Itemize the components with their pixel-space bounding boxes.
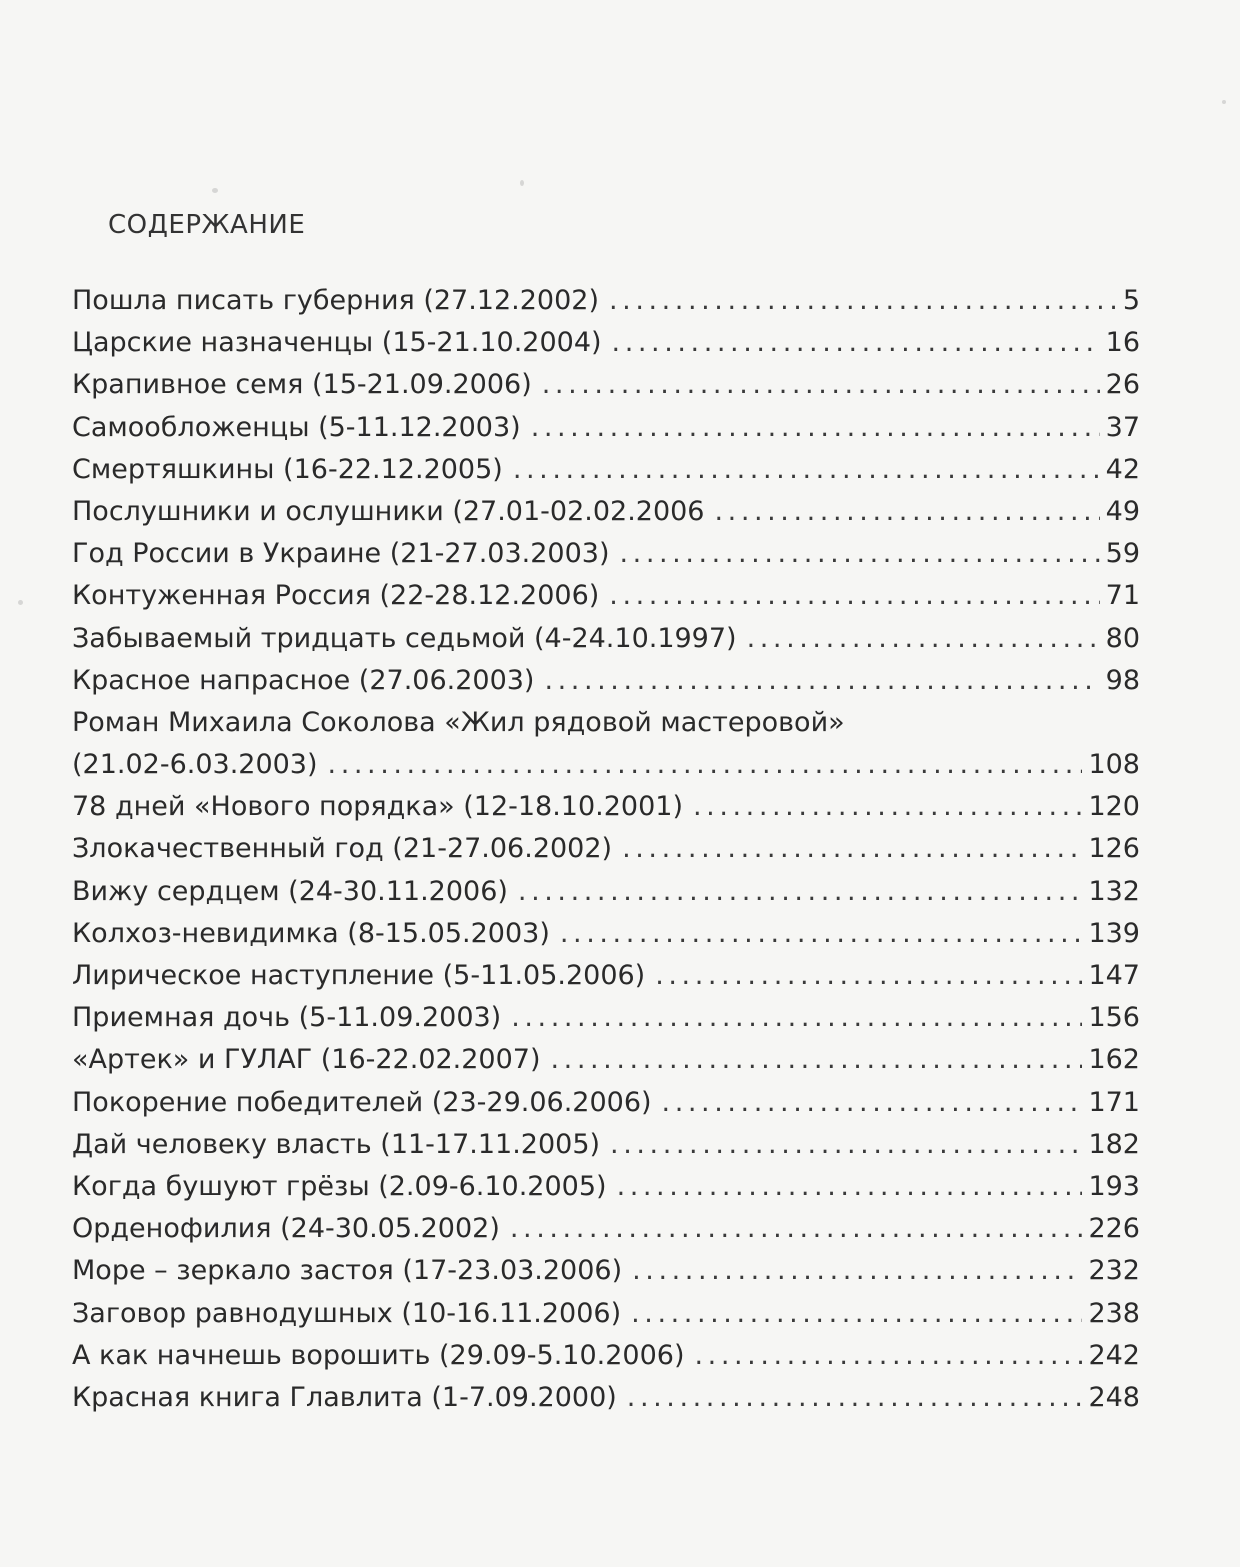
toc-entry-title: Забываемый тридцать седьмой (4-24.10.1997) [72,622,737,654]
toc-entry-page: 80 [1105,622,1140,654]
toc-entry-page: 132 [1088,875,1140,907]
toc-entry [72,1335,1140,1377]
toc-entry-page: 139 [1088,917,1140,949]
toc-entry-title: (21.02-6.03.2003) [72,749,318,781]
toc-entry [72,1082,1140,1124]
toc-entry [72,786,1140,828]
toc-entry [72,407,1140,449]
dot-leader [609,575,1099,617]
toc-entry-title: Лирическое наступление (5-11.05.2006) [72,960,646,991]
toc-entry-title: Колхоз-невидимка (8-15.05.2003) [72,917,550,949]
toc-entry [72,1293,1140,1335]
toc-entry-title: 78 дней «Нового порядка» (12-18.10.2001) [72,791,683,823]
dot-leader [542,364,1100,406]
dot-leader [655,955,1082,997]
dot-leader [693,786,1082,828]
toc-entry-title-line1: Роман Михаила Соколова «Жил рядовой мастеровой» [72,706,845,738]
dot-leader [695,1335,1083,1377]
toc-entry-page: 248 [1088,1381,1140,1413]
toc-entry-title: Послушники и ослушники (27.01-02.02.2006 [72,495,705,527]
toc-entry [72,660,1140,702]
toc-entry [72,491,1140,533]
dot-leader [609,280,1117,322]
toc-entry [72,1208,1140,1250]
toc-entry-title: Красная книга Главлита (1-7.09.2000) [72,1381,617,1413]
dot-leader [617,1166,1083,1208]
toc-entry [72,997,1140,1039]
dot-leader [662,1082,1083,1124]
toc-entry-page: 49 [1105,495,1140,527]
dot-leader [518,871,1083,913]
dot-leader [627,1377,1083,1419]
toc-entry-multiline [72,702,1140,786]
dot-leader [631,1293,1082,1335]
toc-entry [72,871,1140,913]
toc-entry-title: Покорение победителей (23-29.06.2006) [72,1086,652,1118]
toc-entry-page: 98 [1105,664,1140,696]
toc-entry-page: 42 [1105,453,1140,485]
toc-entry-title: Красное напрасное (27.06.2003) [72,664,535,696]
toc-entry [72,1166,1140,1208]
table-of-contents [72,280,1140,1419]
toc-entry [72,322,1140,364]
dot-leader [551,1039,1083,1081]
toc-entry-page: 59 [1105,538,1140,570]
toc-entry [72,575,1140,617]
dot-leader [747,618,1100,660]
toc-entry [72,364,1140,406]
toc-entry-title: «Артек» и ГУЛАГ (16-22.02.2007) [72,1044,541,1076]
toc-entry-page: 238 [1088,1297,1140,1329]
toc-entry [72,280,1140,322]
toc-entry-page: 162 [1088,1044,1140,1076]
toc-entry-page: 147 [1088,960,1140,991]
toc-entry-title: Дай человеку власть (11-17.11.2005) [72,1128,601,1160]
toc-entry-page: 5 [1122,285,1140,316]
dot-leader [610,1124,1082,1166]
toc-entry-page: 193 [1088,1170,1140,1202]
toc-entry-title: Заговор равнодушных (10-16.11.2006) [72,1297,622,1329]
toc-entry [72,1250,1140,1292]
dot-leader [560,913,1083,955]
toc-entry-title: Когда бушуют грёзы (2.09-6.10.2005) [72,1170,607,1202]
toc-entry-title: Пошла писать губерния (27.12.2002) [72,285,599,316]
toc-entry-title: Царские назначенцы (15-21.10.2004) [72,327,602,359]
toc-entry-title: Смертяшкины (16-22.12.2005) [72,453,503,485]
toc-entry [72,533,1140,575]
toc-entry-page: 226 [1088,1213,1140,1245]
toc-entry-title: А как начнешь ворошить (29.09-5.10.2006) [72,1339,685,1371]
dot-leader [513,449,1100,491]
toc-entry-title: Год России в Украине (21-27.03.2003) [72,538,610,570]
dot-leader [612,322,1100,364]
dot-leader [510,1208,1083,1250]
toc-entry-title: Злокачественный год (21-27.06.2002) [72,833,613,865]
toc-entry-page: 232 [1088,1255,1140,1287]
toc-entry-page: 26 [1105,369,1140,401]
toc-entry [72,1039,1140,1081]
toc-entry-title: Вижу сердцем (24-30.11.2006) [72,875,508,907]
toc-entry [72,449,1140,491]
toc-entry-page: 156 [1088,1002,1140,1034]
dot-leader [544,660,1099,702]
toc-entry [72,913,1140,955]
print-speck [1222,100,1226,104]
toc-entry-page: 71 [1105,580,1140,612]
toc-entry-page: 242 [1088,1339,1140,1371]
toc-entry [72,955,1140,997]
toc-entry-page: 108 [1088,749,1140,781]
dot-leader [531,407,1100,449]
toc-entry [72,828,1140,870]
toc-entry-page: 120 [1088,791,1140,823]
toc-entry-title: Море – зеркало застоя (17-23.03.2006) [72,1255,623,1287]
toc-entry-page: 37 [1105,411,1140,443]
toc-entry [72,618,1140,660]
toc-entry-title: Контуженная Россия (22-28.12.2006) [72,580,600,612]
toc-entry-page: 126 [1088,833,1140,865]
toc-entry-title: Крапивное семя (15-21.09.2006) [72,369,532,401]
toc-entry-title: Приемная дочь (5-11.09.2003) [72,1002,502,1034]
toc-entry-line2 [72,744,1140,786]
toc-entry-page: 182 [1088,1128,1140,1160]
contents-heading: СОДЕРЖАНИЕ [108,210,306,240]
dot-leader [622,828,1082,870]
toc-entry-page: 171 [1088,1086,1140,1118]
toc-entry [72,1124,1140,1166]
print-speck [18,600,23,605]
toc-entry-title: Орденофилия (24-30.05.2002) [72,1213,500,1245]
dot-leader [714,491,1099,533]
dot-leader [632,1250,1082,1292]
toc-entry-title: Самообложенцы (5-11.12.2003) [72,411,521,443]
print-speck [212,188,218,193]
print-speck [520,180,524,186]
toc-entry [72,1377,1140,1419]
toc-entry-page: 16 [1105,327,1140,359]
dot-leader [620,533,1100,575]
dot-leader [511,997,1082,1039]
dot-leader [328,744,1083,786]
